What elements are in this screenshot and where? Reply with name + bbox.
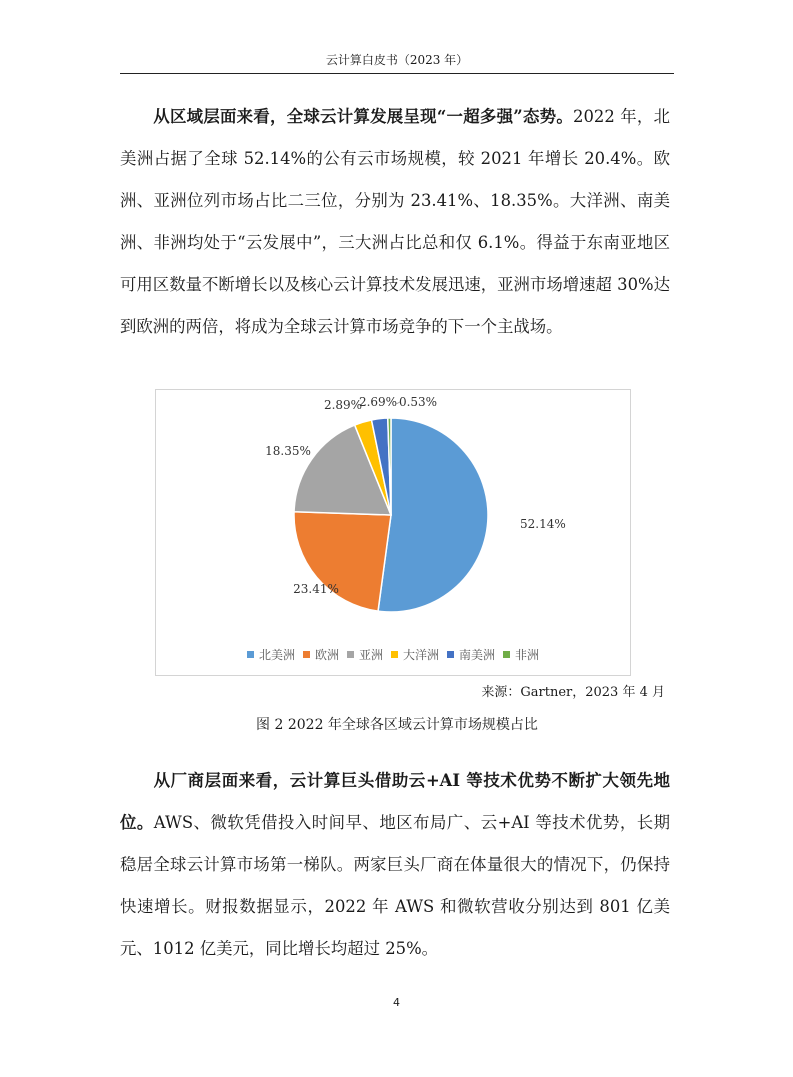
paragraph-vendor-lead: 从厂商层面来看，云计算巨头借助云+AI 等技术优势不断扩大领先地位。 [120,771,670,832]
legend-swatch [503,651,510,658]
paragraph-regional [120,96,670,348]
paragraph-regional-lead: 从区域层面来看，全球云计算发展呈现“一超多强”态势。 [153,107,574,126]
pie-data-label-2: 18.35% [265,444,311,458]
pie-slice-1 [294,512,391,611]
legend-swatch [447,651,454,658]
legend-swatch [303,651,310,658]
pie-data-label-1: 23.41% [293,582,339,596]
legend-label: 非洲 [515,648,540,662]
legend-swatch [247,651,254,658]
legend-label: 欧洲 [314,648,339,662]
page-number: 4 [393,996,400,1009]
legend-swatch [347,651,354,658]
paragraph-vendor [120,760,670,970]
legend-label: 南美洲 [459,648,496,662]
legend-item-2 [347,646,383,663]
pie-data-label-0: 52.14% [520,517,566,531]
pie-chart [156,390,630,640]
legend-item-0 [247,646,295,663]
legend-label: 大洋洲 [403,648,440,662]
chart-legend [156,646,630,663]
legend-label: 北美洲 [258,648,295,662]
pie-slice-0 [378,418,488,612]
paragraph-regional-body: 2022 年，北美洲占据了全球 52.14%的公有云市场规模，较 2021 年增长 20.4%。欧洲、亚洲位列市场占比二三位，分别为 23.41%、18.35%。大洋洲、南美洲、非洲均处于“云发展中”，三大洲占比总和仅 6.1%。得益于东南亚地区可用区数量不断增长以及核心云计算技术发展迅速，亚洲市场增速超 30%达到欧洲的两倍，将成为全球云计算市场竞争的下一个主战场。 [120,107,670,336]
figure-caption: 图 2 2022 年全球各区域云计算市场规模占比 [256,717,538,733]
paragraph-vendor-body: AWS、微软凭借投入时间早、地区布局广、云+AI 等技术优势，长期稳居全球云计算市场第一梯队。两家巨头厂商在体量很大的情况下，仍保持快速增长。财报数据显示，2022 年 AWS 和微软营收分别达到 801 亿美元、1012 亿美元，同比增长均超过 25%。 [120,813,670,958]
pie-data-label-3: 2.89% [323,398,363,412]
chart-source: 来源：Gartner，2023 年 4 月 [481,685,665,700]
pie-data-label-4: 2.69% [358,395,398,409]
legend-swatch [391,651,398,658]
header-divider [120,73,674,74]
legend-item-3 [391,646,439,663]
legend-item-5 [503,646,539,663]
page-header: 云计算白皮书（2023 年） [325,53,469,67]
pie-data-label-5: 0.53% [398,395,438,409]
legend-item-4 [447,646,495,663]
legend-label: 亚洲 [358,648,383,662]
pie-chart-frame [155,389,631,676]
legend-item-1 [303,646,339,663]
